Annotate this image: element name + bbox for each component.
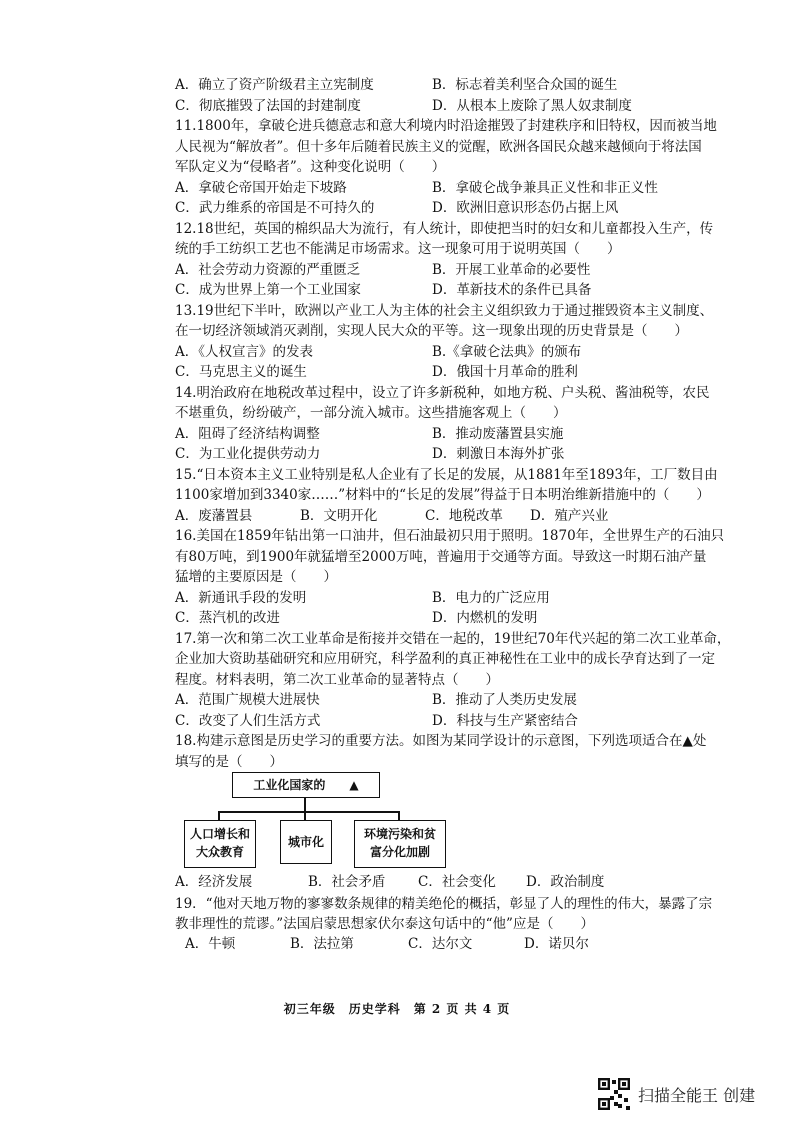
diagram-right-line: 富分化加剧 xyxy=(369,845,430,859)
question-text-line: 统的手工纺织工艺也不能满足市场需求。这一现象可用于说明英国（ ） xyxy=(175,241,621,257)
answer-option: A．新通讯手段的发明 xyxy=(175,589,307,606)
answer-option: D．刺激日本海外扩张 xyxy=(432,446,565,462)
question-text-line: 12.18世纪，英国的棉织品大为流行，有人统计，即使把当时的妇女和儿童都投入生产，传 xyxy=(175,220,714,237)
answer-option: D．科技与生产紧密结合 xyxy=(432,712,578,729)
answer-option: B．推动废藩置县实施 xyxy=(432,425,564,442)
answer-option: D．俄国十月革命的胜利 xyxy=(432,364,578,380)
diagram-left-line: 人口增长和 xyxy=(189,827,250,841)
diagram-connector xyxy=(218,811,398,813)
diagram-left-box xyxy=(184,820,256,868)
question-text-line: 15.“日本资本主义工业特别是私人企业有了长足的发展，从1881年至1893年，工厂数目由 xyxy=(175,466,718,483)
diagram-connector xyxy=(304,797,306,811)
scanner-watermark xyxy=(598,1078,755,1110)
q18-option: D．政治制度 xyxy=(526,874,605,890)
question-text-line: 不堪重负，纷纷破产，一部分流入城市。这些措施客观上（ ） xyxy=(175,405,567,421)
question-text-line: 16.美国在1859年钻出第一口油井，但石油最初只用于照明。1870年，全世界生产的石油只 xyxy=(175,528,725,544)
diagram-right-line: 环境污染和贫 xyxy=(363,827,436,841)
q19-option: D．诺贝尔 xyxy=(524,936,589,952)
question-text-line: 13.19世纪下半叶，欧洲以产业工人为主体的社会主义组织致力于通过摧毁资本主义制度、 xyxy=(175,302,714,319)
q18-option: B．社会矛盾 xyxy=(308,874,386,890)
question-text-line: 程度。材料表明，第二次工业革命的显著特点（ ） xyxy=(175,671,499,688)
answer-option: A．废藩置县 xyxy=(175,507,253,524)
answer-option: A．确立了资产阶级君主立宪制度 xyxy=(175,77,374,93)
q19-stem: 教非理性的荒谬。”法国启蒙思想家伏尔泰这句话中的“他”应是（ ） xyxy=(175,916,594,932)
answer-option: C．蒸汽机的改进 xyxy=(175,610,280,626)
answer-option: B．开展工业革命的必要性 xyxy=(432,261,591,278)
question-text-line: 在一切经济领域消灭剥削，实现人民大众的平等。这一现象出现的历史背景是（ ） xyxy=(175,323,688,339)
question-text-line: 14.明治政府在地税改革过程中，设立了许多新税种，如地方税、户头税、酱油税等，农民 xyxy=(175,384,710,401)
q19-option: B．法拉第 xyxy=(290,936,354,952)
diagram-right-box xyxy=(354,820,446,868)
answer-option: B．推动了人类历史发展 xyxy=(432,692,577,708)
answer-option: B.《拿破仑法典》的颁布 xyxy=(432,343,582,360)
question-text-line: 18.构建示意图是历史学习的重要方法。如图为某同学设计的示意图，下列选项适合在▲处 xyxy=(175,733,707,749)
q19-stem: 19．“他对天地万物的寥寥数条规律的精美绝伦的概括，彰显了人的理性的伟大，暴露了宗 xyxy=(175,896,713,912)
answer-option: B．标志着美利坚合众国的诞生 xyxy=(432,77,618,93)
answer-option: C．改变了人们生活方式 xyxy=(175,712,321,729)
answer-option: D．殖产兴业 xyxy=(530,507,609,524)
answer-option: A．《人权宣言》的发表 xyxy=(175,343,313,360)
question-text-line: 企业加大资助基础研究和应用研究，科学盈利的真正神秘性在工业中的成长孕育达到了一定 xyxy=(175,651,715,667)
diagram-mid-label: 城市化 xyxy=(287,835,324,849)
answer-option: C．成为世界上第一个工业国家 xyxy=(175,282,361,298)
answer-option: B．文明开化 xyxy=(300,507,378,524)
question-text-line: 填写的是（ ） xyxy=(175,753,283,770)
page-footer: 初三年级 历史学科 第 2 页 共 4 页 xyxy=(283,1002,511,1016)
question-text-line: 1100家增加到3340家……”材料中的“长足的发展”得益于日本明治维新措施中的（ ） xyxy=(175,487,710,503)
answer-option: A．范围广规模大进展快 xyxy=(175,692,320,708)
question-text-line: 人民视为“解放者”。但十多年后随着民族主义的觉醒，欧洲各国民众越来越倾向于将法国 xyxy=(175,138,702,155)
answer-option: A．阻碍了经济结构调整 xyxy=(175,425,320,442)
q18-option: A．经济发展 xyxy=(175,874,253,890)
diagram-top-box xyxy=(232,772,380,798)
answer-option: C．马克思主义的诞生 xyxy=(175,364,307,380)
answer-option: A．拿破仑帝国开始走下坡路 xyxy=(175,179,347,196)
answer-option: C．武力维系的帝国是不可持久的 xyxy=(175,200,375,216)
question-text-line: 有80万吨，到1900年就猛增至2000万吨，普遍用于交通等方面。导致这一时期石油产量 xyxy=(175,548,707,565)
question-text-line: 11.1800年，拿破仑进兵德意志和意大利境内时沿途摧毁了封建秩序和旧特权，因而被当地 xyxy=(175,118,717,134)
q19-option: C．达尔文 xyxy=(408,936,473,952)
q18-option: C．社会变化 xyxy=(418,874,496,890)
diagram-top-label: 工业化国家的 ▲ xyxy=(253,778,359,792)
answer-option: B．拿破仑战争兼具正义性和非正义性 xyxy=(432,179,658,196)
answer-option: C．地税改革 xyxy=(425,507,503,524)
answer-option: C．为工业化提供劳动力 xyxy=(175,446,321,462)
qr-code-icon xyxy=(598,1078,630,1110)
scanner-label: 扫描全能王 创建 xyxy=(638,1085,756,1105)
answer-option: D．内燃机的发明 xyxy=(432,610,538,626)
answer-option: A．社会劳动力资源的严重匮乏 xyxy=(175,261,361,278)
question-text-line: 军队定义为“侵略者”。这种变化说明（ ） xyxy=(175,159,446,175)
diagram-mid-box xyxy=(280,820,332,864)
diagram-left-line: 大众教育 xyxy=(195,845,244,859)
answer-option: B．电力的广泛应用 xyxy=(432,589,550,606)
answer-option: D．欧洲旧意识形态仍占据上风 xyxy=(432,200,619,216)
answer-option: D．革新技术的条件已具备 xyxy=(432,282,592,298)
q19-option: A．牛顿 xyxy=(185,936,236,952)
question-text-line: 17.第一次和第二次工业革命是衔接并交错在一起的，19世纪70年代兴起的第二次工业革命， xyxy=(175,630,731,647)
answer-option: C．彻底摧毁了法国的封建制度 xyxy=(175,97,361,114)
answer-option: D．从根本上废除了黑人奴隶制度 xyxy=(432,97,632,114)
question-text-line: 猛增的主要原因是（ ） xyxy=(175,569,337,585)
